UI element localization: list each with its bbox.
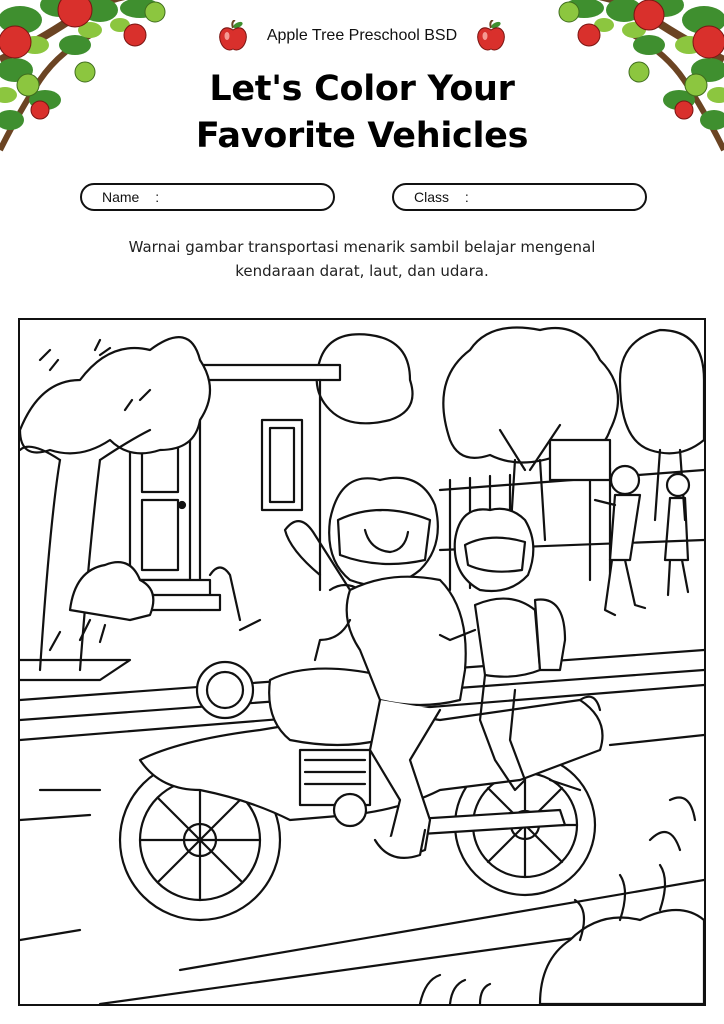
coloring-illustration-frame xyxy=(18,318,706,1006)
name-label: Name xyxy=(102,189,140,205)
instructions xyxy=(60,235,664,283)
name-field[interactable] xyxy=(80,183,335,211)
name-separator: : xyxy=(155,189,160,205)
school-header xyxy=(0,20,724,52)
class-label: Class xyxy=(414,189,450,205)
instructions-line-1: Warnai gambar transportasi menarik sambil belajar mengenal xyxy=(128,238,596,256)
title-line-1: Let's Color Your xyxy=(209,69,515,109)
motorcycle-coloring-illustration xyxy=(20,320,704,1004)
title-line-2: Favorite Vehicles xyxy=(195,116,529,156)
page-title xyxy=(0,66,724,160)
class-separator: : xyxy=(464,189,469,205)
class-field[interactable] xyxy=(392,183,647,211)
background-bushes xyxy=(50,562,153,650)
apple-icon xyxy=(218,20,248,52)
apple-icon xyxy=(476,20,506,52)
school-name: Apple Tree Preschool BSD xyxy=(266,27,458,44)
instructions-line-2: kendaraan darat, laut, dan udara. xyxy=(235,262,489,280)
